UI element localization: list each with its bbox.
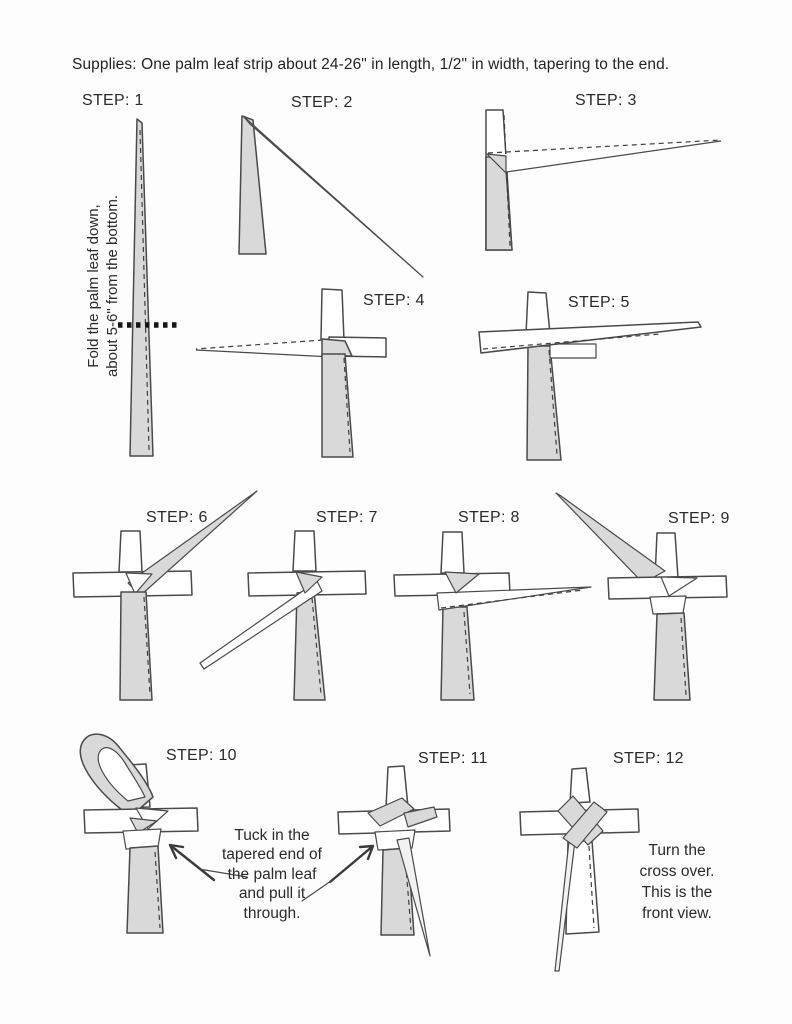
vertical-strip-top	[526, 292, 550, 334]
vertical-strip-top	[293, 531, 316, 571]
step-4-label: STEP: 4	[363, 292, 425, 309]
step-12-label: STEP: 12	[613, 750, 684, 767]
step-2-figure	[239, 116, 423, 277]
fold-note-line-1: Fold the palm leaf down,	[85, 204, 102, 368]
step-3-figure	[486, 110, 722, 250]
step-5-label: STEP: 5	[568, 294, 630, 311]
step-4-figure	[195, 289, 386, 457]
step-7-figure	[200, 531, 366, 700]
step-5-figure	[479, 292, 701, 460]
step-10-label: STEP: 10	[166, 747, 237, 764]
turn-note-line-2: cross over.	[639, 863, 715, 880]
supplies-line: Supplies: One palm leaf strip about 24-26" in length, 1/2" in width, tapering to the end.	[72, 56, 670, 73]
folded-taper	[243, 116, 423, 277]
palm-strip	[239, 116, 266, 254]
fold-note-line-2: about 5-6" from the bottom.	[104, 194, 121, 378]
step-1-figure	[118, 119, 177, 456]
diagonal-taper	[556, 493, 665, 583]
left-taper	[195, 339, 331, 357]
step-9-label: STEP: 9	[668, 510, 730, 527]
vertical-strip-bottom	[654, 613, 690, 700]
turn-note-line-4: front view.	[642, 905, 712, 922]
tuck-note-line-2: tapered end of	[222, 846, 322, 864]
vertical-strip-bottom	[322, 354, 353, 457]
vertical-strip-bottom	[294, 591, 325, 700]
step-7-label: STEP: 7	[316, 509, 378, 526]
step-6-label: STEP: 6	[146, 509, 208, 526]
step-1-label: STEP: 1	[82, 92, 144, 109]
tuck-note-line-5: through.	[243, 904, 301, 922]
under-flap	[550, 344, 596, 358]
step-8-label: STEP: 8	[458, 509, 520, 526]
vertical-strip-top	[119, 531, 142, 572]
tuck-band	[650, 596, 686, 614]
tuck-note-line-3: the palm leaf	[227, 865, 317, 883]
turn-note	[621, 840, 733, 924]
vertical-strip-top	[441, 532, 464, 573]
tuck-note	[197, 826, 347, 923]
fold-note	[84, 146, 124, 426]
turn-note-line-3: This is the	[641, 884, 713, 901]
turn-note-line-1: Turn the	[648, 842, 706, 859]
vertical-strip-top	[321, 289, 344, 340]
step-11-label: STEP: 11	[418, 750, 488, 767]
step-8-figure	[394, 532, 591, 700]
step-3-label: STEP: 3	[575, 92, 637, 109]
tuck-note-line-4: and pull it	[238, 885, 306, 903]
tuck-note-line-1: Tuck in the	[234, 827, 310, 844]
step-2-label: STEP: 2	[291, 94, 353, 111]
